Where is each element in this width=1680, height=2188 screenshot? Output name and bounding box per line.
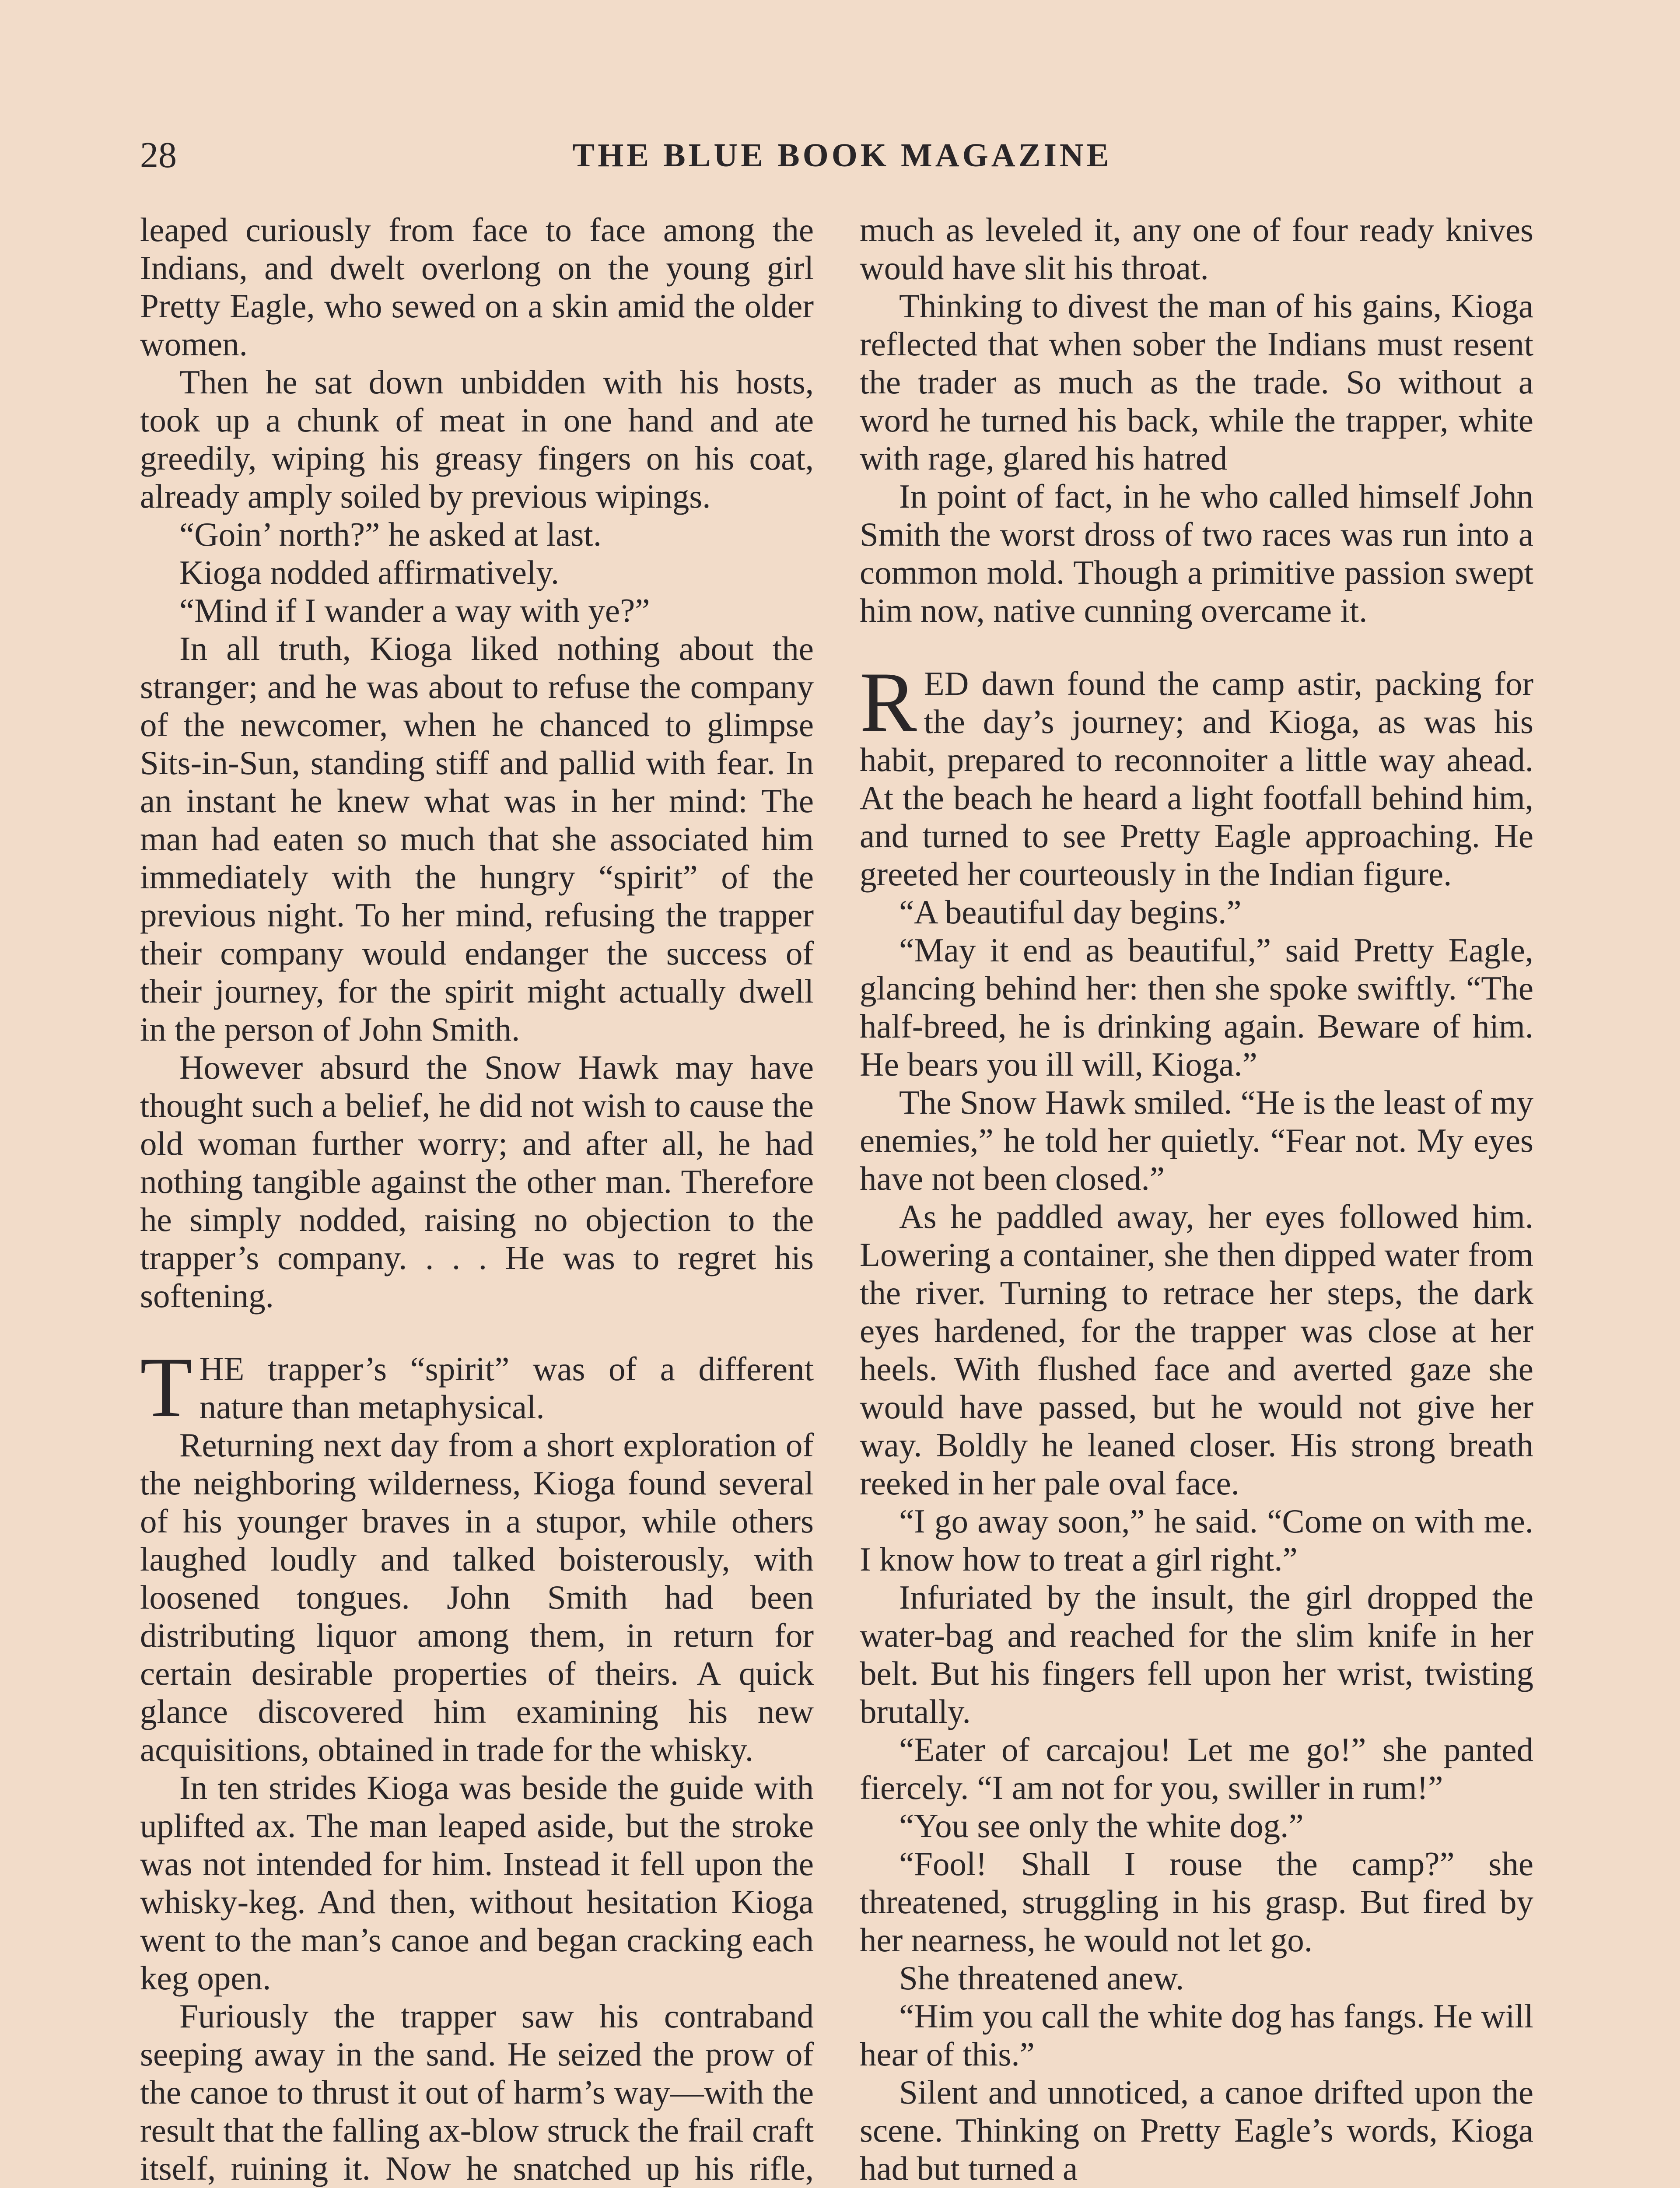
paragraph: However absurd the Snow Hawk may have thought such a belief, he did not wish to cause the old woman further worry; and after all, he had nothing tangible against the other man. Therefore he simply nodded, raising no objection to the trapper’s company. . . . He was to regret his softening. [140, 1048, 814, 1315]
paragraph: “Fool! Shall I rouse the camp?” she threatened, struggling in his grasp. But fired by her nearness, he would not let go. [860, 1845, 1533, 1959]
paragraph: “Mind if I wander a way with ye?” [179, 592, 650, 629]
paragraph: Kioga nodded affirmatively. [179, 554, 560, 591]
paragraph: “Him you call the white dog has fangs. He will hear of this.” [860, 1997, 1533, 2073]
drop-cap: T [140, 1340, 192, 1435]
paragraph: “May it end as beautiful,” said Pretty Eagle, glancing behind her: then she spoke swiftly. “The half-breed, he is drinking again. Beware of him. He bears you ill will, Kioga.” [860, 931, 1533, 1083]
paragraph: “I go away soon,” he said. “Come on with me. I know how to treat a girl right.” [860, 1502, 1533, 1578]
paragraph: “You see only the white dog.” [899, 1807, 1304, 1844]
paragraph: much as leveled it, any one of four ready knives would have slit his throat. [860, 211, 1533, 287]
page-number: 28 [140, 135, 177, 175]
paragraph: Then he sat down unbidden with his hosts, took up a chunk of meat in one hand and ate greedily, wiping his greasy fingers on his coat, already amply soiled by previous wipings. [140, 363, 814, 515]
section-lead-paragraph [140, 1340, 814, 1435]
paragraph: In point of fact, in he who called himself John Smith the worst dross of two races was run into a common mold. Though a primitive passion swept him now, native cunning overcame it. [860, 477, 1533, 629]
paragraph: “Goin’ north?” he asked at last. [179, 515, 602, 553]
paragraph: “A beautiful day begins.” [899, 893, 1242, 931]
running-title: THE BLUE BOOK MAGAZINE [572, 137, 1112, 174]
paragraph: In ten strides Kioga was beside the guide with uplifted ax. The man leaped aside, but the stroke was not intended for him. Instead it fell upon the whisky-keg. And then, without hesitation Kioga went to the man’s canoe and began cracking each keg open. [140, 1769, 814, 1997]
paragraph: Thinking to divest the man of his gains, Kioga reflected that when sober the Indians must resent the trader as much as the trade. So without a word he turned his back, while the trapper, white with rage, glared his hatred [860, 287, 1533, 477]
paragraph: The Snow Hawk smiled. “He is the least of my enemies,” he told her quietly. “Fear not. My eyes have not been closed.” [860, 1083, 1533, 1197]
paragraph: She threatened anew. [899, 1959, 1184, 1997]
section-lead-paragraph [860, 655, 1533, 893]
paragraph: As he paddled away, her eyes followed him. Lowering a container, she then dipped water from the river. Turning to retrace her steps, the dark eyes hardened, for the trapper was close at her heels. With flushed face and averted gaze she would have passed, but he would not give her way. Boldly he leaned closer. His strong breath reeked in her pale oval face. [860, 1198, 1533, 1502]
paragraph: Returning next day from a short exploration of the neighboring wilderness, Kioga found several of his younger braves in a stupor, while others laughed loudly and talked boisterously, with loosened tongues. John Smith had been distributing liquor among them, in return for certain desirable properties of theirs. A quick glance discovered him examining his new acquisitions, obtained in trade for the whisky. [140, 1426, 814, 1768]
right-column [860, 211, 1533, 2188]
paragraph: In all truth, Kioga liked nothing about the stranger; and he was about to refuse the company of the newcomer, when he chanced to glimpse Sits-in-Sun, standing stiff and pallid with fear. In an instant he knew what was in her mind: The man had eaten so much that she associated him immediately with the hungry “spirit” of the previous night. To her mind, refusing the trapper their company would endanger the success of their journey, for the spirit might actually dwell in the person of John Smith. [140, 630, 814, 1048]
section-lead-text: ED dawn found the camp astir, packing for the day’s journey; and Kioga, as was his habit, prepared to reconnoiter a little way ahead. At the beach he heard a light footfall behind him, and turned to see Pretty Eagle approaching. He greeted her courteously in the Indian figure. [860, 665, 1533, 893]
page-header [140, 131, 1544, 179]
section-lead-text: HE trapper’s “spirit” was of a different nature than metaphysical. [199, 1350, 814, 1426]
drop-cap: R [860, 655, 917, 750]
left-column [140, 211, 814, 2188]
paragraph: “Eater of carcajou! Let me go!” she panted fiercely. “I am not for you, swiller in rum!” [860, 1731, 1533, 1806]
paragraph: Infuriated by the insult, the girl dropped the water-bag and reached for the slim knife in her belt. But his fingers fell upon her wrist, twisting brutally. [860, 1578, 1533, 1730]
paragraph: Furiously the trapper saw his contraband seeping away in the sand. He seized the prow of the canoe to thrust it out of harm’s way—with the result that the falling ax-blow struck the frail craft itself, ruining it. Now he snatched up his rifle, [140, 1997, 814, 2187]
paragraph: Silent and unnoticed, a canoe drifted upon the scene. Thinking on Pretty Eagle’s words, Kioga had but turned a [860, 2073, 1533, 2187]
paragraph: leaped curiously from face to face among the Indians, and dwelt overlong on the young girl Pretty Eagle, who sewed on a skin amid the older women. [140, 211, 814, 363]
